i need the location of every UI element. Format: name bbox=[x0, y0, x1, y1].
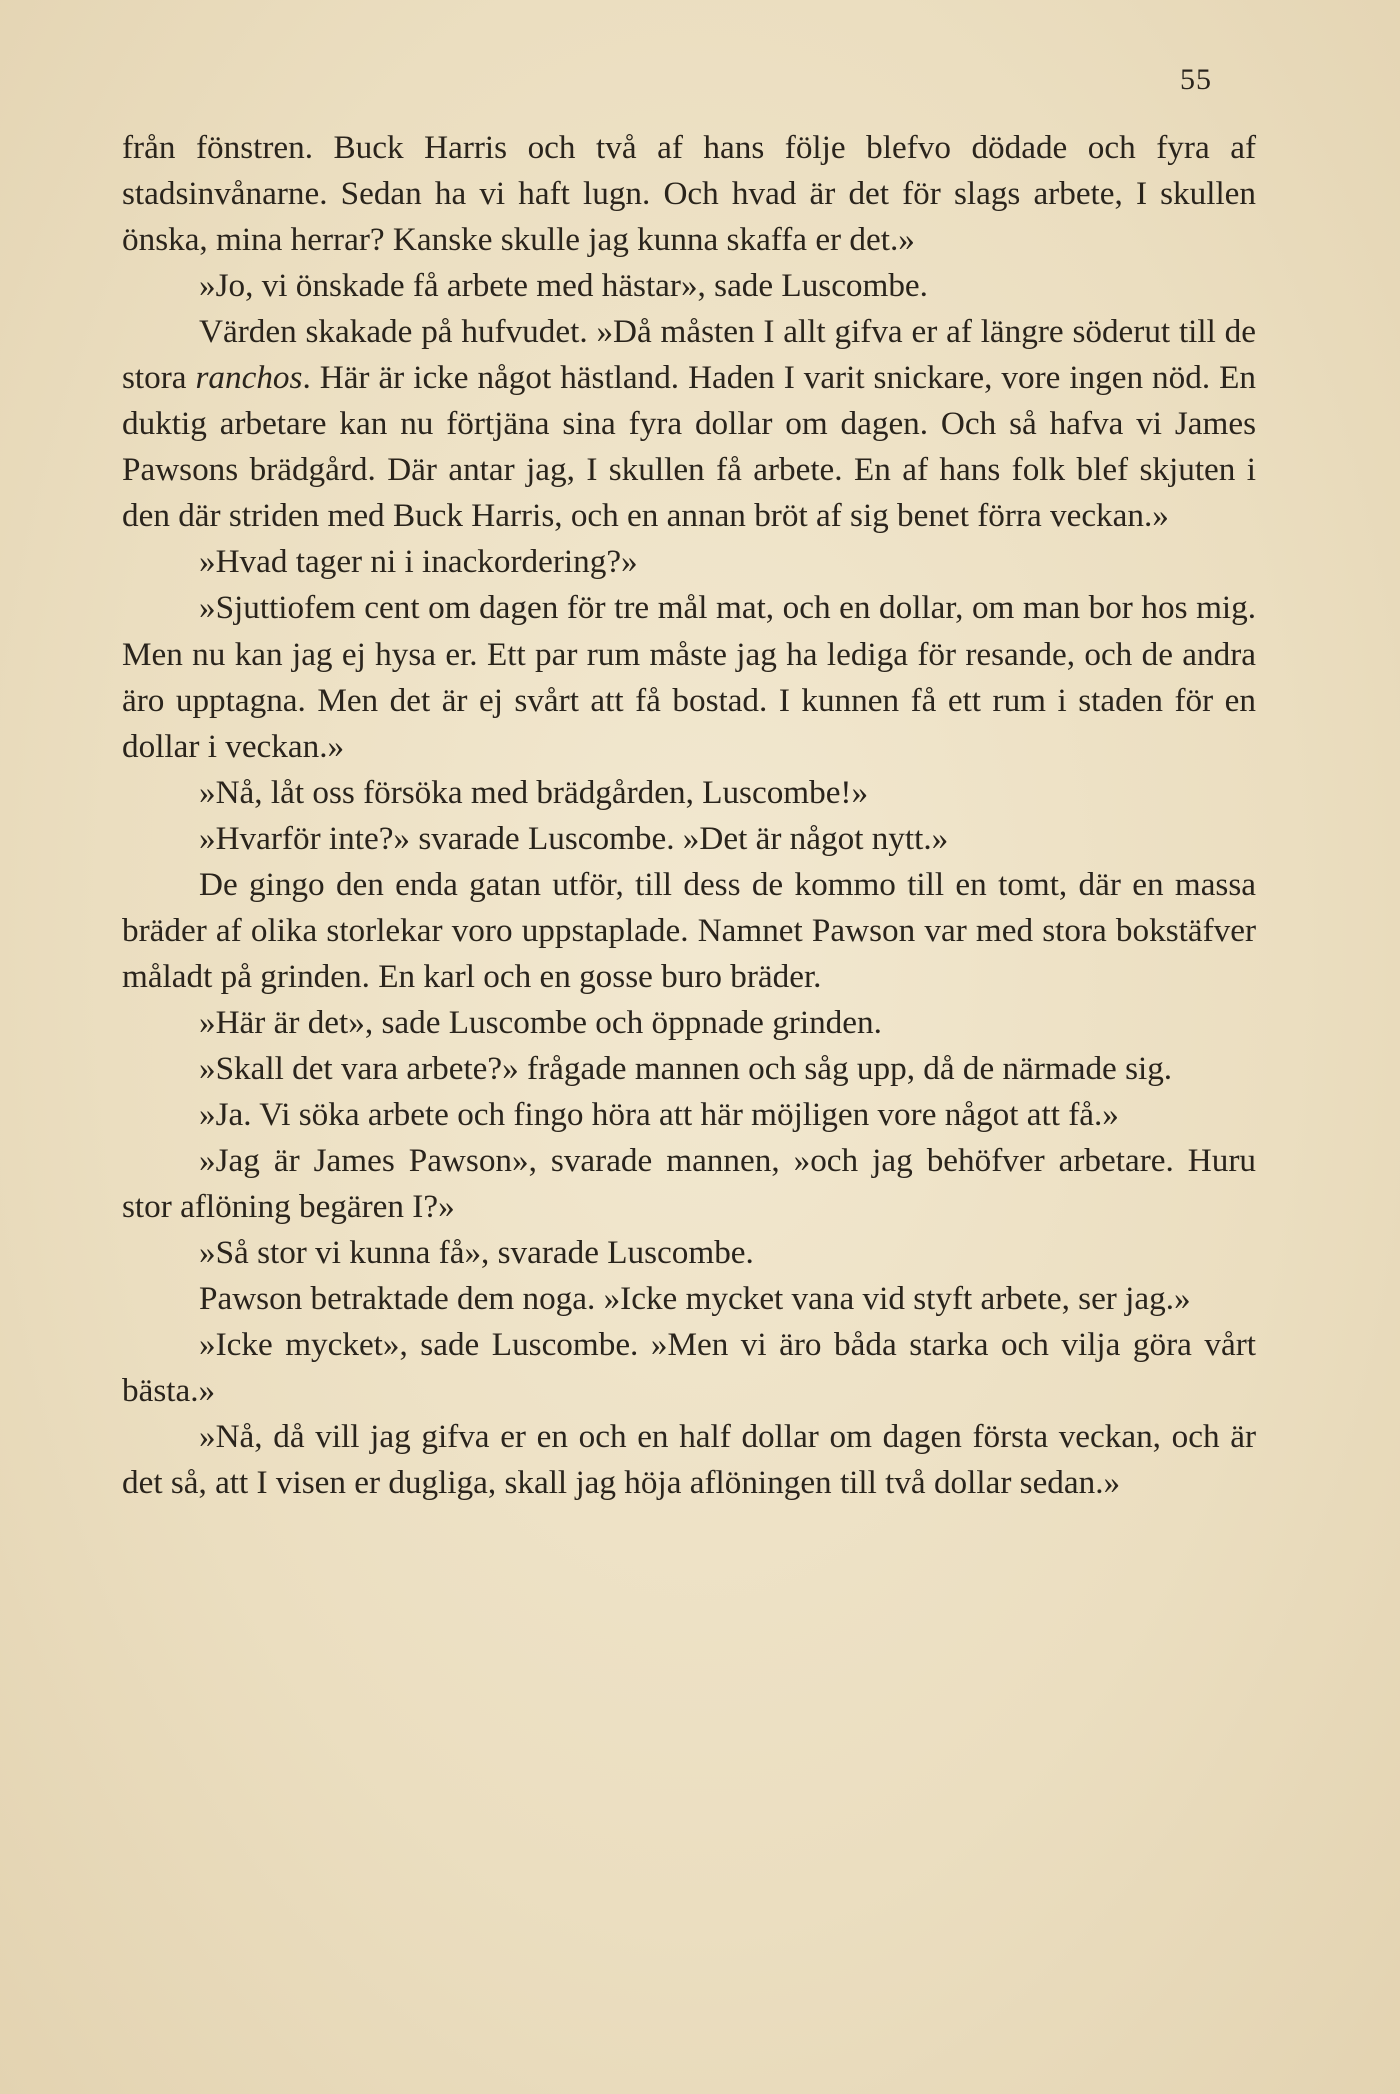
text-run: »Nå, då vill jag gifva er en och en half dollar om dagen första veckan, och är det så, att I visen er dugliga, skall jag höja aflöningen till två dollar sedan.» bbox=[122, 1418, 1256, 1502]
text-run: »Här är det», sade Luscombe och öppnade grinden. bbox=[199, 1003, 882, 1041]
paragraph bbox=[122, 1230, 1256, 1276]
italic-text: ranchos bbox=[195, 359, 303, 397]
text-run: från fönstren. Buck Harris och två af hans följe blefvo dödade och fyra af stadsinvånarne. Sedan ha vi haft lugn. Och hvad är det för slags arbete, I skullen önska, mina herrar? Kanske skulle jag kunna skaffa er det.» bbox=[122, 129, 1256, 259]
text-run: »Skall det vara arbete?» frågade mannen och såg upp, då de närmade sig. bbox=[199, 1049, 1173, 1087]
text-run: »Hvarför inte?» svarade Luscombe. »Det är något nytt.» bbox=[199, 819, 949, 857]
text-run: Pawson betraktade dem noga. »Icke mycket vana vid styft arbete, ser jag.» bbox=[199, 1280, 1191, 1318]
paragraph bbox=[122, 1000, 1256, 1046]
text-run: »Hvad tager ni i inackordering?» bbox=[199, 543, 638, 581]
page-number: 55 bbox=[1180, 63, 1212, 96]
paragraph bbox=[122, 585, 1256, 769]
paragraph bbox=[122, 1276, 1256, 1322]
paragraph bbox=[122, 1092, 1256, 1138]
text-run: Värden skakade på hufvudet. »Då måsten I allt gifva er af längre söderut till de stora bbox=[122, 313, 1256, 397]
paragraph bbox=[122, 539, 1256, 585]
paragraph bbox=[122, 125, 1256, 263]
paragraph bbox=[122, 816, 1256, 862]
paragraph bbox=[122, 1138, 1256, 1230]
text-run: »Så stor vi kunna få», svarade Luscombe. bbox=[199, 1234, 754, 1272]
text-run: »Ja. Vi söka arbete och fingo höra att här möjligen vore något att få.» bbox=[199, 1095, 1119, 1133]
paragraph bbox=[122, 1414, 1256, 1506]
text-run: »Icke mycket», sade Luscombe. »Men vi äro båda starka och vilja göra vårt bästa.» bbox=[122, 1326, 1256, 1410]
text-run: »Nå, låt oss försöka med brädgården, Luscombe!» bbox=[199, 773, 869, 811]
paragraph bbox=[122, 770, 1256, 816]
text-run: »Jag är James Pawson», svarade mannen, »och jag behöfver arbetare. Huru stor aflöning begären I?» bbox=[122, 1142, 1256, 1226]
paragraph bbox=[122, 309, 1256, 539]
paragraph bbox=[122, 1322, 1256, 1414]
body-text bbox=[122, 125, 1256, 1506]
paragraph bbox=[122, 862, 1256, 1000]
paragraph bbox=[122, 1046, 1256, 1092]
text-run: De gingo den enda gatan utför, till dess de kommo till en tomt, där en massa bräder af olika storlekar voro uppstaplade. Namnet Pawson var med stora bokstäfver måladt på grinden. En karl och en gosse buro bräder. bbox=[122, 865, 1256, 995]
text-run: »Sjuttiofem cent om dagen för tre mål mat, och en dollar, om man bor hos mig. Men nu kan jag ej hysa er. Ett par rum måste jag ha lediga för resande, och de andra äro upptagna. Men det är ej svårt att få bostad. I kunnen få ett rum i staden för en dollar i veckan.» bbox=[122, 589, 1256, 765]
text-run: »Jo, vi önskade få arbete med hästar», sade Luscombe. bbox=[199, 267, 928, 305]
text-run: . Här är icke något hästland. Haden I varit snickare, vore ingen nöd. En duktig arbetare kan nu förtjäna sina fyra dollar om dagen. Och så hafva vi James Pawsons brädgård. Där antar jag, I skullen få arbete. En af hans folk blef skjuten i den där striden med Buck Harris, och en annan bröt af sig benet förra veckan.» bbox=[122, 359, 1256, 535]
paragraph bbox=[122, 263, 1256, 309]
